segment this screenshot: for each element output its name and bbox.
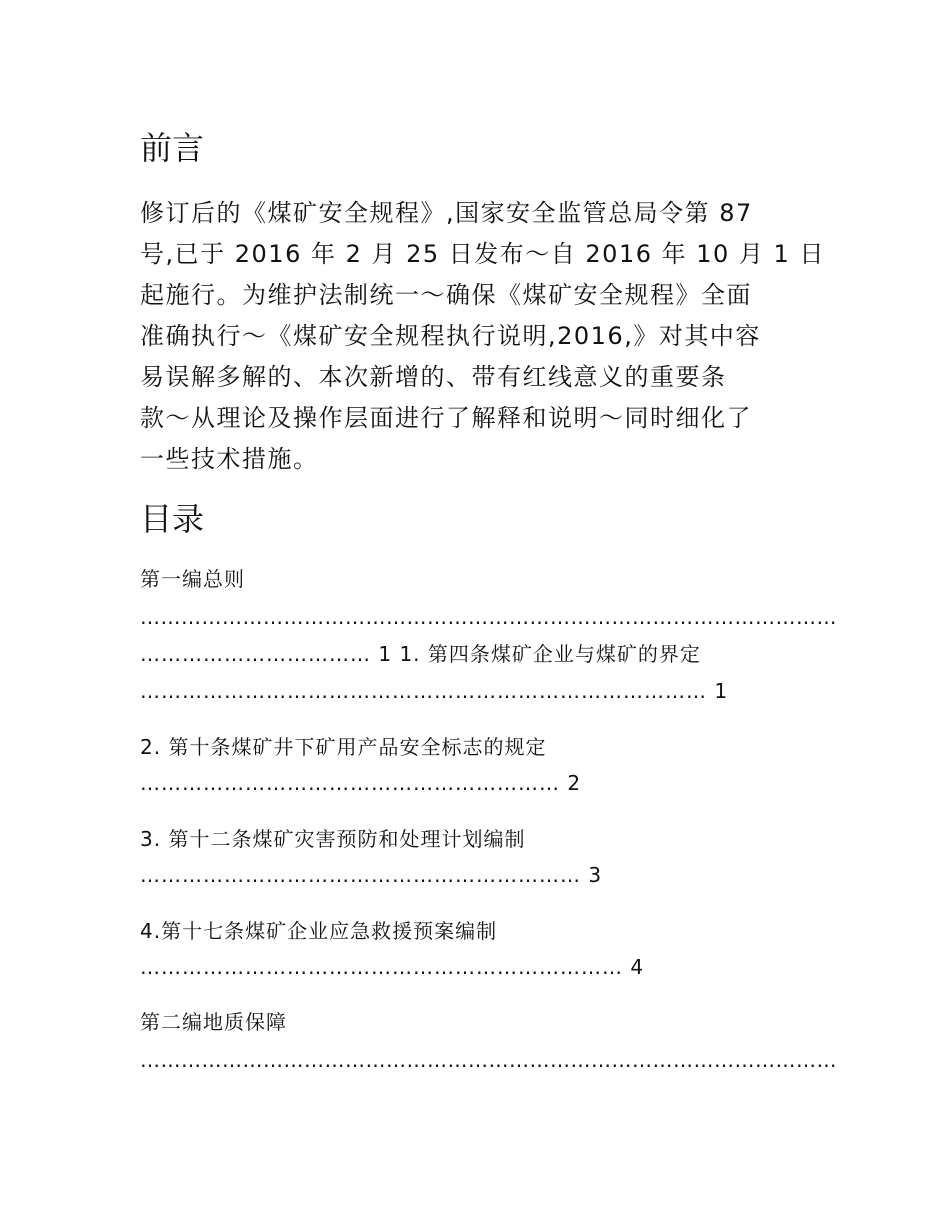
preface-line: 易误解多解的、本次新增的、带有红线意义的重要条 bbox=[140, 363, 727, 391]
toc-entry-article-10: 2. 第十条煤矿井下矿用产品安全标志的规定 bbox=[140, 735, 547, 759]
toc-dot-leader: …………………………………………………… 2 bbox=[140, 771, 582, 795]
toc-entry-article-17: 4.第十七条煤矿企业应急救援预案编制 bbox=[140, 919, 498, 943]
preface-line: 一些技术措施。 bbox=[140, 445, 319, 473]
toc-entry-part-2: 第二编地质保障 bbox=[140, 1010, 287, 1034]
toc-dot-leader: …………………………………………………………… 4 bbox=[140, 955, 645, 979]
toc-dot-leader: ……………………………………………………………………… 1 bbox=[140, 679, 729, 703]
preface-line: 起施行。为维护法制统一～确保《煤矿安全规程》全面 bbox=[140, 281, 752, 309]
preface-line: 修订后的《煤矿安全规程》,国家安全监管总局令第 87 bbox=[140, 199, 753, 227]
toc-dot-leader: ………………………………………………………………………………………… bbox=[140, 1048, 837, 1072]
toc-entry-article-4: …………………………… 1 1. 第四条煤矿企业与煤矿的界定 bbox=[140, 642, 701, 666]
preface-line: 准确执行～《煤矿安全规程执行说明,2016,》对其中容 bbox=[140, 322, 761, 350]
toc-entry-article-12: 3. 第十二条煤矿灾害预防和处理计划编制 bbox=[140, 827, 526, 851]
toc-dot-leader: ……………………………………………………… 3 bbox=[140, 863, 603, 887]
preface-heading: 前言 bbox=[140, 129, 205, 167]
toc-entry-part-1: 第一编总则 bbox=[140, 567, 245, 591]
toc-heading: 目录 bbox=[140, 500, 205, 538]
preface-line: 款～从理论及操作层面进行了解释和说明～同时细化了 bbox=[140, 404, 752, 432]
toc-dot-leader: ………………………………………………………………………………………… bbox=[140, 605, 837, 629]
preface-line: 号,已于 2016 年 2 月 25 日发布～自 2016 年 10 月 1 日 bbox=[140, 240, 825, 268]
